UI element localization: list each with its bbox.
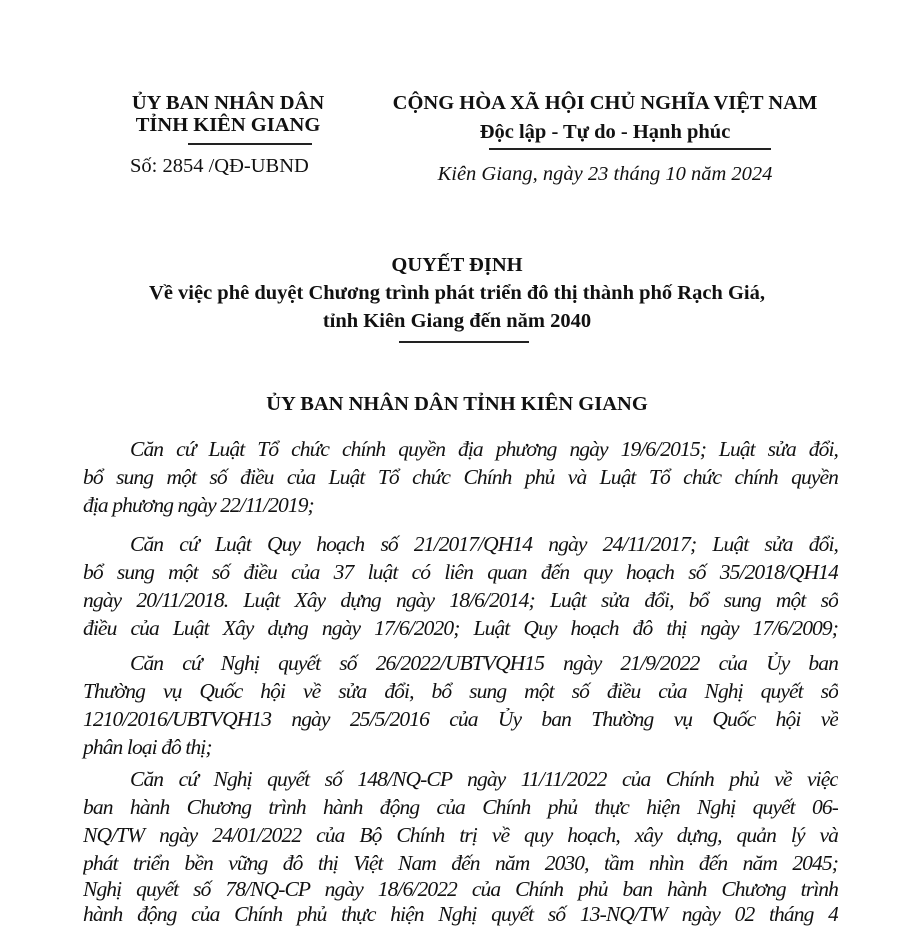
national-motto: Độc lập - Tự do - Hạnh phúc	[479, 121, 731, 143]
paragraph-line: bổ sung một số điều của 37 luật có liên quan đến quy hoạch số 35/2018/QH14	[83, 560, 838, 584]
paragraph-line: điều của Luật Xây dựng ngày 17/6/2020; Luật Quy hoạch đô thị ngày 17/6/2009;	[83, 616, 838, 640]
paragraph-line: Căn cứ Luật Tổ chức chính quyền địa phương ngày 19/6/2015; Luật sửa đổi,	[130, 437, 838, 461]
place-and-date: Kiên Giang, ngày 23 tháng 10 năm 2024	[437, 163, 773, 185]
document-type: QUYẾT ĐỊNH	[391, 254, 523, 276]
paragraph-line: bổ sung một số điều của Luật Tổ chức Chính phủ và Luật Tổ chức chính quyền	[83, 465, 838, 489]
authority-line-1: ỦY BAN NHÂN DÂN	[131, 92, 325, 114]
document-number: Số: 2854 /QĐ-UBND	[130, 155, 309, 177]
subject-line-2: tỉnh Kiên Giang đến năm 2040	[322, 310, 592, 332]
paragraph-line: hành động của Chính phủ thực hiện Nghị quyết số 13-NQ/TW ngày 02 tháng 4	[83, 902, 838, 926]
subject-line-1: Về việc phê duyệt Chương trình phát triển đô thị thành phố Rạch Giá,	[149, 282, 765, 304]
paragraph-line: phân loại đô thị;	[83, 735, 212, 759]
paragraph-line: Căn cứ Luật Quy hoạch số 21/2017/QH14 ngày 24/11/2017; Luật sửa đổi,	[130, 532, 838, 556]
nation-title: CỘNG HÒA XÃ HỘI CHỦ NGHĨA VIỆT NAM	[392, 92, 818, 114]
motto-underline	[489, 148, 771, 150]
paragraph-line: địa phương ngày 22/11/2019;	[83, 493, 314, 517]
paragraph-line: phát triển bền vững đô thị Việt Nam đến năm 2030, tầm nhìn đến năm 2045;	[83, 851, 838, 875]
paragraph-line: ban hành Chương trình hành động của Chính phủ thực hiện Nghị quyết 06-	[83, 795, 838, 819]
paragraph-line: Thường vụ Quốc hội về sửa đổi, bổ sung một số điều của Nghị quyết số	[83, 679, 838, 703]
paragraph-line: NQ/TW ngày 24/01/2022 của Bộ Chính trị về quy hoạch, xây dựng, quản lý và	[83, 823, 838, 847]
paragraph-line: Căn cứ Nghị quyết số 148/NQ-CP ngày 11/11/2022 của Chính phủ về việc	[130, 767, 838, 791]
authority-underline	[188, 143, 312, 145]
paragraph-line: 1210/2016/UBTVQH13 ngày 25/5/2016 của Ủy ban Thường vụ Quốc hội về	[83, 707, 838, 731]
authority-line-2: TỈNH KIÊN GIANG	[135, 114, 321, 136]
issuing-body-heading: ỦY BAN NHÂN DÂN TỈNH KIÊN GIANG	[266, 393, 648, 415]
issuing-authority	[108, 92, 348, 137]
paragraph-line: ngày 20/11/2018. Luật Xây dựng ngày 18/6/2014; Luật sửa đổi, bổ sung một số	[83, 588, 838, 612]
title-underline	[399, 341, 529, 343]
paragraph-line: Nghị quyết số 78/NQ-CP ngày 18/6/2022 của Chính phủ ban hành Chương trình	[83, 877, 838, 901]
paragraph-line: Căn cứ Nghị quyết số 26/2022/UBTVQH15 ngày 21/9/2022 của Ủy ban	[130, 651, 838, 675]
